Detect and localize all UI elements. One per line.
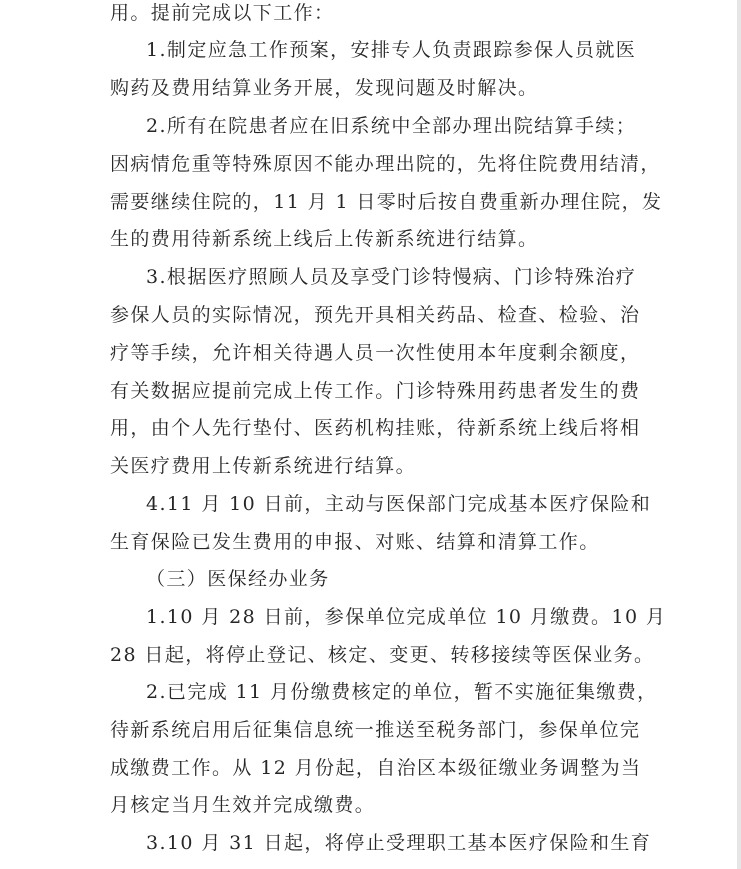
text-line: 月核定当月生效并完成缴费。 — [110, 794, 376, 816]
text-line: 有关数据应提前完成上传工作。门诊特殊用药患者发生的费 — [110, 380, 641, 402]
text-line: 1.10 月 28 日前，参保单位完成单位 10 月缴费。10 月 — [146, 606, 667, 628]
text-line: 3.10 月 31 日起，将停止受理职工基本医疗保险和生育 — [146, 832, 652, 854]
section-heading: （三）医保经办业务 — [146, 568, 330, 590]
text-line: 4.11 月 10 日前，主动与医保部门完成基本医疗保险和 — [146, 493, 652, 515]
page-edge — [737, 0, 741, 869]
text-line: 2.所有在院患者应在旧系统中全部办理出院结算手续； — [146, 115, 637, 137]
text-line: 生的费用待新系统上线后上传新系统进行结算。 — [110, 228, 539, 250]
text-line: 因病情危重等特殊原因不能办理出院的，先将住院费用结清， — [110, 153, 661, 175]
text-line: 2.已完成 11 月份缴费核定的单位，暂不实施征集缴费， — [146, 681, 658, 703]
text-line: 参保人员的实际情况，预先开具相关药品、检查、检验、治 — [110, 304, 641, 326]
text-line: 生育保险已发生费用的申报、对账、结算和清算工作。 — [110, 531, 600, 553]
text-line: 成缴费工作。从 12 月份起，自治区本级征缴业务调整为当 — [110, 757, 642, 779]
text-line: 关医疗费用上传新系统进行结算。 — [110, 455, 417, 477]
text-line: 待新系统启用后征集信息统一推送至税务部门，参保单位完 — [110, 719, 641, 741]
text-line: 疗等手续，允许相关待遇人员一次性使用本年度剩余额度， — [110, 342, 641, 364]
text-line: 1.制定应急工作预案，安排专人负责跟踪参保人员就医 — [146, 39, 637, 61]
text-line: 购药及费用结算业务开展，发现问题及时解决。 — [110, 77, 539, 99]
text-line: 用。提前完成以下工作： — [110, 2, 335, 24]
text-line: 需要继续住院的，11 月 1 日零时后按自费重新办理住院，发 — [110, 191, 663, 213]
text-line: 28 日起，将停止登记、核定、变更、转移接续等医保业务。 — [110, 644, 655, 666]
text-line: 用，由个人先行垫付、医药机构挂账，待新系统上线后将相 — [110, 417, 641, 439]
text-line: 3.根据医疗照顾人员及享受门诊特慢病、门诊特殊治疗 — [146, 266, 637, 288]
